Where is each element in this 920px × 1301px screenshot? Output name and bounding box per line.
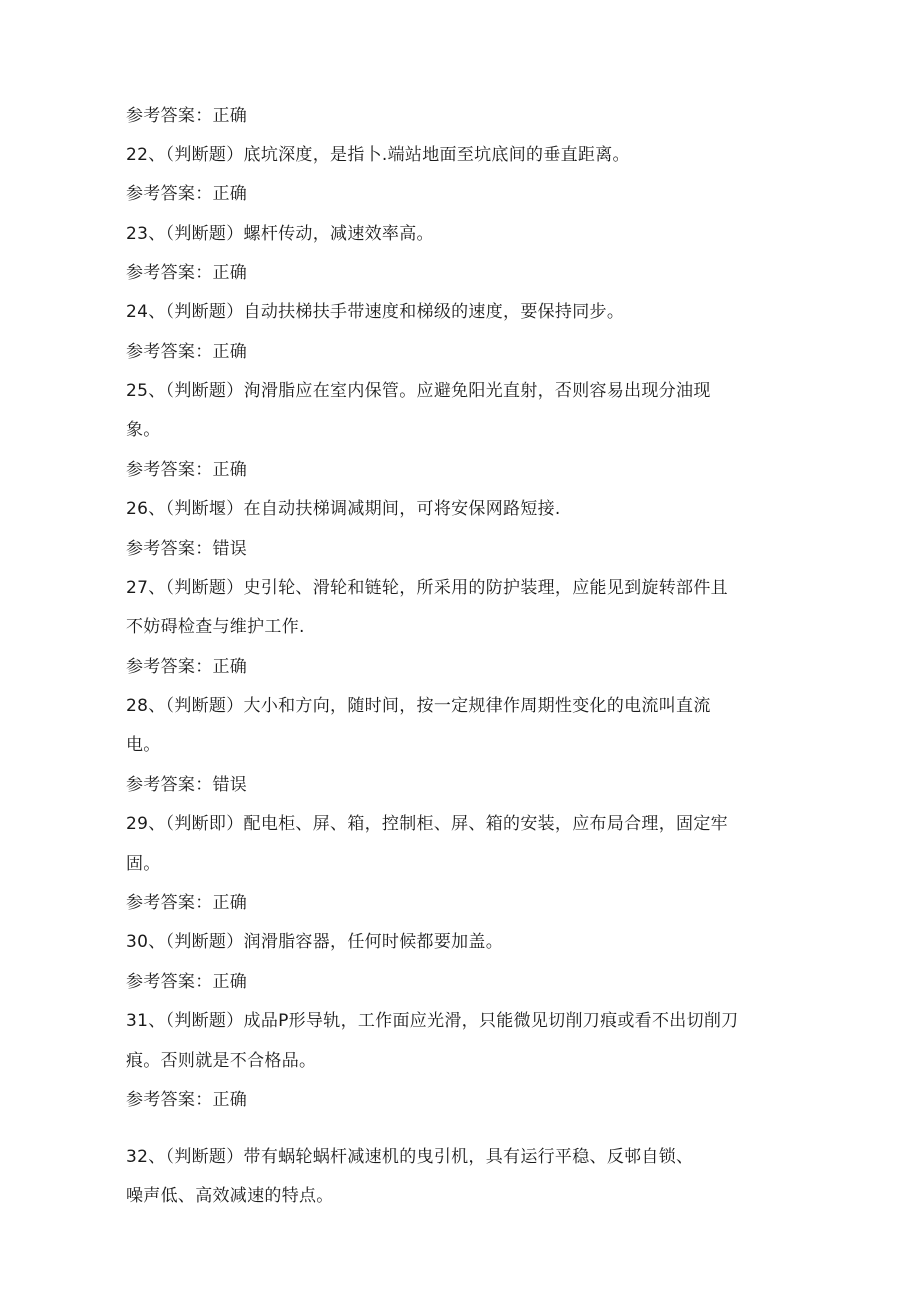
answer-line: 参考答案：正确 <box>126 106 248 126</box>
question-line-cont: 电。 <box>126 735 161 755</box>
answer-line: 参考答案：正确 <box>126 657 248 677</box>
answer-line: 参考答案：错误 <box>126 775 248 795</box>
question-line: 31、（判断题）成品P形导轨，工作面应光滑，只能微见切削刀痕或看不出切削刀 <box>126 1011 739 1031</box>
answer-line: 参考答案：正确 <box>126 342 248 362</box>
answer-line: 参考答案：正确 <box>126 184 248 204</box>
question-line: 28、（判断题）大小和方向，随时间，按一定规律作周期性变化的电流叫直流 <box>126 696 711 716</box>
question-line: 23、（判断题）螺杆传动，减速效率高。 <box>126 224 434 244</box>
question-line-cont: 象。 <box>126 420 161 440</box>
answer-line: 参考答案：正确 <box>126 460 248 480</box>
question-line: 26、（判断堰）在自动扶梯调减期间，可将安保网路短接. <box>126 499 561 519</box>
question-line: 29、（判断即）配电柜、屏、箱，控制柜、屏、箱的安装，应布局合理，固定牢 <box>126 814 728 834</box>
question-line: 24、（判断题）自动扶梯扶手带速度和梯级的速度，要保持同步。 <box>126 302 625 322</box>
question-line: 25、（判断题）洵滑脂应在室内保管。应避免阳光直射，否则容易出现分油现 <box>126 381 711 401</box>
question-line: 32、（判断题）带有蜗轮蜗杆减速机的曳引机，具有运行平稳、反邨自锁、 <box>126 1147 694 1167</box>
answer-line: 参考答案：正确 <box>126 893 248 913</box>
answer-line: 参考答案：错误 <box>126 539 248 559</box>
question-line-cont: 不妨碍检查与维护工作. <box>126 617 305 637</box>
question-line-cont: 固。 <box>126 854 161 874</box>
question-line: 22、（判断题）底坑深度，是指卜.端站地面至坑底间的垂直距离。 <box>126 145 630 165</box>
question-line-cont: 噪声低、高效减速的特点。 <box>126 1186 334 1206</box>
question-line: 30、（判断题）润滑脂容器，任何时候都要加盖。 <box>126 932 504 952</box>
answer-line: 参考答案：正确 <box>126 263 248 283</box>
question-line-cont: 痕。否则就是不合格品。 <box>126 1051 317 1071</box>
question-line: 27、（判断题）史引轮、滑轮和链轮，所采用的防护装理，应能见到旋转部件且 <box>126 578 728 598</box>
answer-line: 参考答案：正确 <box>126 1090 248 1110</box>
answer-line: 参考答案：正确 <box>126 972 248 992</box>
